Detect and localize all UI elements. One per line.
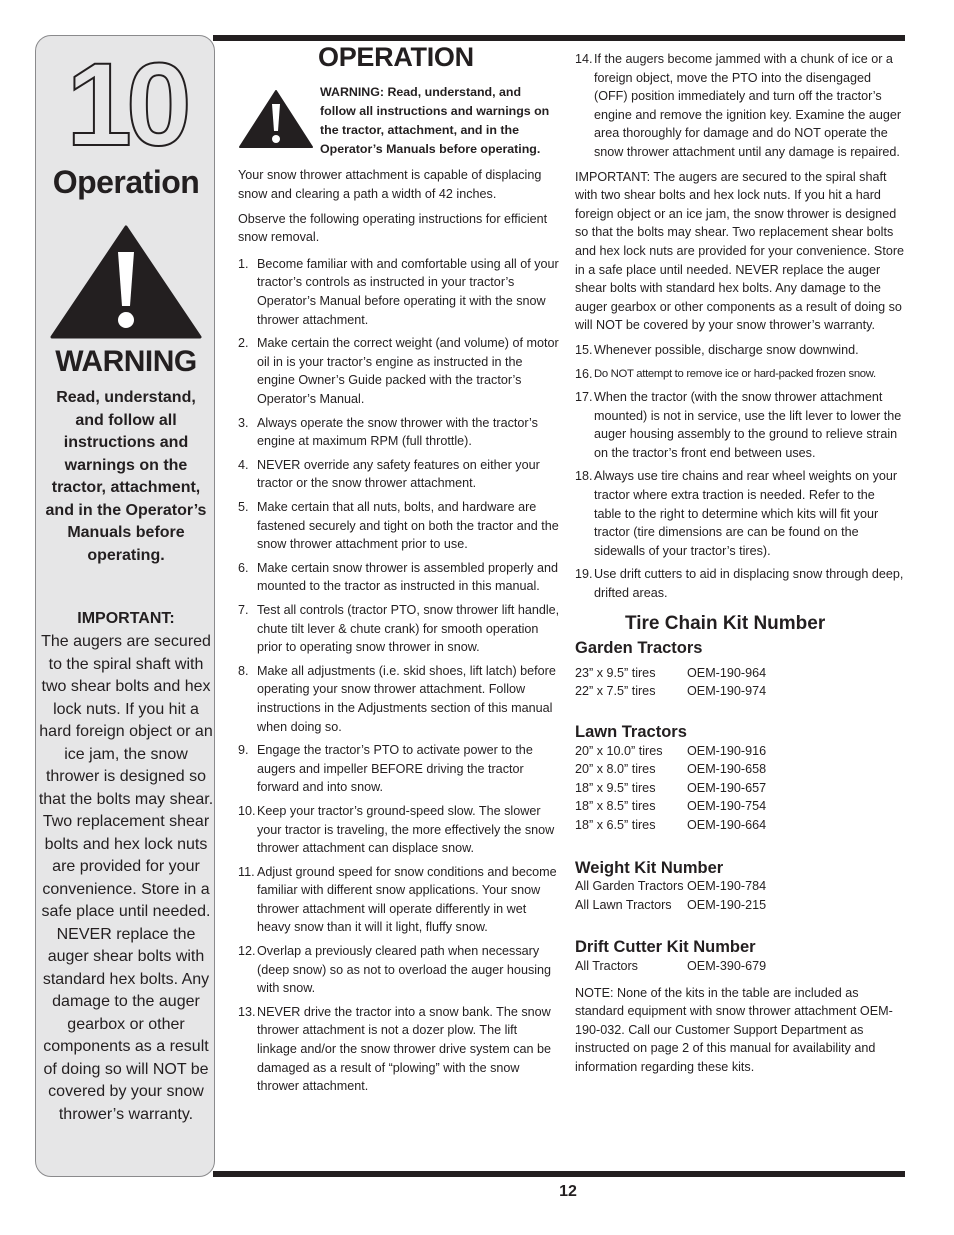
kit-tractor: 18” x 6.5” tires — [575, 817, 656, 832]
kit-group-heading: Weight Kit Number — [575, 858, 724, 877]
kit-tractor: 18” x 9.5” tires — [575, 780, 656, 795]
kit-note: NOTE: None of the kits in the table are included as standard equipment with snow thrower attachment OEM-190-032. Call our Customer Support Department as instructed on page 2 of this manual for availability and information regarding these kits. — [575, 985, 893, 1074]
step-text: Always use tire chains and rear wheel weights on your tractor where extra traction is needed. Refer to the table to the right to determine which kits will fit your tractor (tire dimensions are can be found on the sidewalls of your tractor’s tires). — [594, 469, 898, 558]
top-divider — [213, 35, 905, 41]
kit-table — [575, 742, 905, 835]
step-item — [238, 863, 560, 937]
step-item — [238, 334, 560, 408]
kit-row — [575, 760, 905, 779]
step-item — [238, 559, 560, 596]
step-item — [575, 341, 905, 360]
kit-tractor: 18” x 8.5” tires — [575, 799, 656, 814]
step-item — [575, 565, 905, 602]
step-text: When the tractor (with the snow thrower attachment mounted) is not in service, use the lift lever to lower the auger housing assembly to the ground to relieve strain on the tractor’s front end between uses. — [594, 390, 902, 460]
step-text: Become familiar with and comfortable using all of your tractor’s controls as instructed in your tractor’s Operator’s Manual before operating it with the snow thrower attachment. — [257, 256, 559, 327]
step-item — [238, 741, 560, 797]
kit-part-number: OEM-190-657 — [687, 780, 767, 795]
kit-row — [575, 896, 905, 915]
step-text: NEVER drive the tractor into a snow bank. The snow thrower attachment is not a dozer plow. The lift linkage and/or the snow thrower drive system can be damaged as a result of “plowing” with the snow thrower attachment. — [257, 1004, 552, 1094]
kit-tractor: All Garden Tractors — [575, 879, 684, 894]
step-item — [238, 414, 560, 451]
kit-row — [575, 877, 905, 896]
step-item — [238, 255, 560, 329]
step-text: NEVER override any safety features on either your tractor or the snow thrower attachment. — [257, 457, 540, 491]
important-note: IMPORTANT: The augers are secured to the spiral shaft with two shear bolts and hex lock nuts. If you hit a hard foreign object or an ice jam, the snow thrower is designed so that the bolts may shear. Two replacement shear bolts and hex lock nuts are provided for your convenience. Store in a safe place until needed. NEVER replace the auger shear bolts with standard hex bolts. Any damage to the auger gearbox or other components as a result of doing so will NOT be covered by your snow thrower’s warranty. — [575, 169, 905, 333]
kit-table — [575, 957, 905, 976]
step-item — [575, 467, 905, 560]
kit-row — [575, 957, 905, 976]
step-item — [575, 365, 905, 384]
step-text: Make certain snow thrower is assembled properly and mounted to the tractor as instructed in this manual. — [257, 560, 558, 594]
step-text: Make certain that all nuts, bolts, and hardware are fastened securely and tight on both the tractor and the snow thrower attachment prior to use. — [257, 500, 559, 552]
step-number: 1. — [238, 256, 249, 271]
kit-tractor: All Lawn Tractors — [575, 897, 672, 912]
kit-tractor: 22” x 7.5” tires — [575, 684, 656, 699]
step-item — [238, 456, 560, 493]
kit-row — [575, 742, 905, 761]
warning-text: Read, understand, and follow all instructions and warnings on the tractor, attachment, and in the Operator’s Manuals before operating. — [45, 389, 207, 564]
bottom-divider — [213, 1171, 905, 1177]
kit-tractor: 20” x 10.0” tires — [575, 743, 663, 758]
step-number: 9. — [238, 743, 249, 758]
section-title: OPERATION — [318, 42, 474, 72]
step-number: 18. — [575, 469, 593, 484]
step-item — [238, 662, 560, 736]
warning-triangle-icon — [50, 224, 202, 339]
step-number: 15. — [575, 342, 593, 357]
chapter-number: 10 — [66, 39, 186, 171]
step-number: 10. — [238, 803, 256, 818]
kit-part-number: OEM-190-658 — [687, 762, 767, 777]
step-text: Test all controls (tractor PTO, snow thrower lift handle, chute tilt lever & chute crank) for smooth operation prior to operating snow thrower in snow. — [257, 602, 560, 655]
page-number: 12 — [559, 1183, 577, 1200]
kit-group-heading: Lawn Tractors — [575, 723, 687, 741]
kit-row — [575, 664, 905, 683]
step-text: Make all adjustments (i.e. skid shoes, lift latch) before operating your snow thrower attachment. Follow instructions in the Adjustments section of this manual when doing so. — [257, 663, 556, 734]
kit-table — [575, 877, 905, 914]
step-text: Engage the tractor’s PTO to activate power to the augers and impeller BEFORE driving the tractor forward and into snow. — [257, 743, 533, 795]
step-number: 7. — [238, 602, 249, 617]
kit-tractor: 20” x 8.0” tires — [575, 762, 656, 777]
step-text: Do NOT attempt to remove ice or hard-packed frozen snow. — [594, 367, 876, 380]
step-item — [238, 601, 560, 657]
step-number: 3. — [238, 415, 249, 430]
important-heading: IMPORTANT: — [77, 610, 175, 627]
kit-part-number: OEM-190-754 — [687, 799, 767, 814]
step-number: 13. — [238, 1004, 256, 1019]
step-text: Use drift cutters to aid in displacing snow through deep, drifted areas. — [594, 567, 904, 601]
warning-triangle-icon — [238, 89, 314, 149]
step-number: 12. — [238, 944, 256, 959]
intro-paragraph: Observe the following operating instructions for efficient snow removal. — [238, 211, 548, 245]
kit-row — [575, 797, 905, 816]
step-item — [238, 498, 560, 554]
step-number: 16. — [575, 366, 593, 381]
kit-table-title: Tire Chain Kit Number — [625, 612, 826, 634]
step-text: Adjust ground speed for snow conditions and become familiar with different snow applications. Your snow thrower attachment will operate differently in wet heavy snow than it will it light, fluffy snow. — [257, 864, 557, 935]
kit-part-number: OEM-190-916 — [687, 743, 767, 758]
right-column — [575, 50, 905, 1077]
kit-group-heading: Drift Cutter Kit Number — [575, 938, 756, 957]
operation-body — [238, 166, 560, 1101]
step-item — [238, 802, 560, 858]
step-text: Keep your tractor’s ground-speed slow. The slower your tractor is traveling, the more effectively the snow thrower attachment can displace snow. — [257, 803, 555, 856]
kit-row — [575, 816, 905, 835]
intro-paragraph: Your snow thrower attachment is capable of displacing snow and clearing a path a width of 42 inches. — [238, 168, 542, 201]
step-item — [238, 942, 560, 998]
operation-warning: WARNING: Read, understand, and follow all instructions and warnings on the tractor, attachment, and in the Operator’s Manuals before operating. — [320, 85, 550, 156]
step-text: If the augers become jammed with a chunk of ice or a foreign object, move the PTO into the disengaged (OFF) position immediately and turn off the tractor’s engine and remove the ignition key. Examine the auger area thoroughly for damage and do NOT operate the snow thrower attachment until any damage is repaired. — [594, 52, 902, 159]
kit-part-number: OEM-190-964 — [687, 665, 767, 680]
warning-heading: WARNING — [55, 345, 197, 378]
kit-group-heading: Garden Tractors — [575, 639, 703, 658]
step-number: 19. — [575, 567, 593, 582]
step-item — [575, 388, 905, 462]
step-number: 2. — [238, 336, 249, 351]
step-number: 6. — [238, 560, 249, 575]
important-text: The augers are secured to the spiral shaft with two shear bolts and hex lock nuts. If you hit a hard foreign object or an ice jam, the snow thrower is designed so that the bolts may shear. Two replacement shear bolts and hex lock nuts are provided for your convenience. Store in a safe place until needed. NEVER replace the auger shear bolts with standard hex bolts. Any damage to the auger gearbox or other components as a result of doing so will NOT be covered by your snow thrower’s warranty. — [38, 633, 214, 1123]
kit-part-number: OEM-190-215 — [687, 897, 767, 912]
step-number: 5. — [238, 500, 249, 514]
steps-list — [238, 255, 560, 1096]
kit-tractor: All Tractors — [575, 958, 638, 973]
step-number: 14. — [575, 52, 593, 66]
kit-table — [575, 664, 905, 701]
kit-row — [575, 682, 905, 701]
step-number: 11. — [238, 864, 255, 879]
chapter-sidebar — [35, 35, 215, 1177]
step-text: Overlap a previously cleared path when necessary (deep snow) so as not to overload the auger housing with snow. — [257, 944, 552, 996]
kit-part-number: OEM-190-784 — [687, 879, 767, 894]
step-number: 4. — [238, 457, 249, 472]
step-text: Whenever possible, discharge snow downwind. — [594, 342, 859, 357]
step-text: Always operate the snow thrower with the tractor’s engine at maximum RPM (full throttle). — [257, 415, 538, 449]
step-item — [238, 1003, 560, 1096]
kit-tractor: 23” x 9.5” tires — [575, 665, 656, 680]
chapter-title: Operation — [52, 164, 200, 200]
step-number: 17. — [575, 390, 593, 405]
step-item — [575, 50, 905, 162]
kit-part-number: OEM-190-664 — [687, 817, 767, 832]
kit-part-number: OEM-390-679 — [687, 958, 767, 973]
kit-row — [575, 779, 905, 798]
kit-part-number: OEM-190-974 — [687, 684, 767, 699]
step-number: 8. — [238, 663, 249, 678]
steps-list — [575, 341, 905, 603]
step-text: Make certain the correct weight (and volume) of motor oil in is your tractor’s engine as instructed in the engine Owner’s Guide packed with the tractor’s Operator’s Manual. — [257, 336, 559, 407]
